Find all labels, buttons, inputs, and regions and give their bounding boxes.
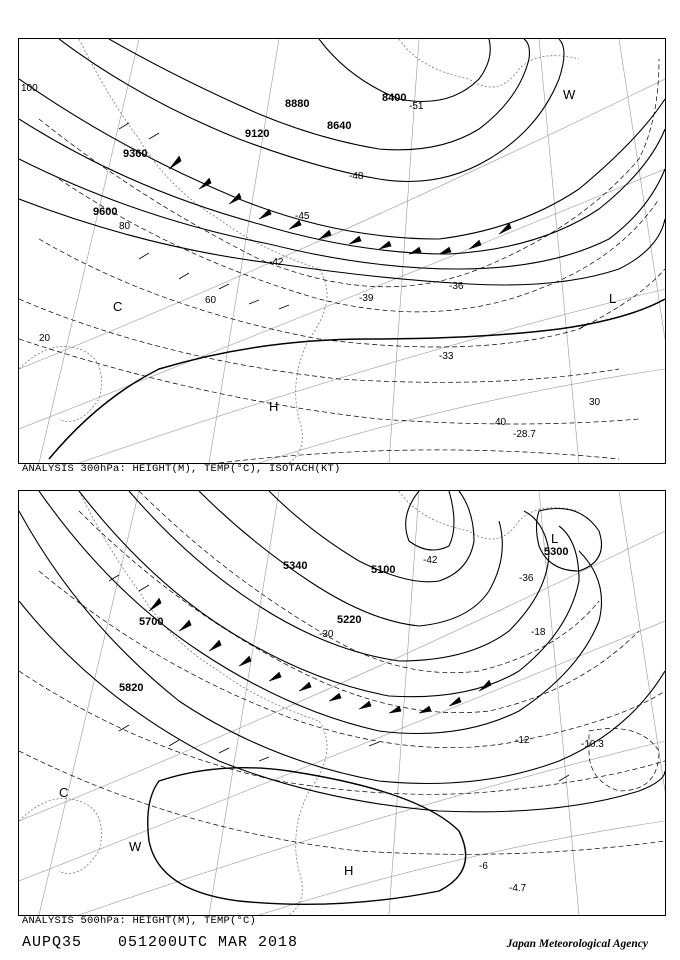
upper-chart-caption: ANALYSIS 300hPa: HEIGHT(M), TEMP(°C), ISOTACH(KT) bbox=[22, 463, 341, 475]
height-label: 5340 bbox=[283, 560, 308, 572]
isotach-label: 60 bbox=[205, 295, 217, 306]
temp-label: -42 bbox=[269, 257, 284, 268]
cold-mark: C bbox=[113, 299, 123, 314]
lower-chart-panel bbox=[18, 490, 666, 916]
height-label: 5220 bbox=[337, 614, 362, 626]
high-mark: H bbox=[269, 399, 279, 414]
low-mark: L bbox=[551, 531, 559, 546]
chart-footer bbox=[22, 934, 324, 951]
lower-chart-caption: ANALYSIS 500hPa: HEIGHT(M), TEMP(°C) bbox=[22, 915, 257, 927]
lower-wind-barbs bbox=[109, 575, 569, 781]
temp-label: -10.3 bbox=[581, 739, 604, 750]
height-label: 5820 bbox=[119, 682, 144, 694]
lower-temp-labels bbox=[319, 555, 604, 894]
isotach-label: 20 bbox=[39, 333, 51, 344]
temp-label: -18 bbox=[531, 627, 546, 638]
upper-chart-panel bbox=[18, 38, 666, 464]
lower-pressure-marks bbox=[59, 531, 558, 878]
temp-label: -45 bbox=[295, 211, 310, 222]
isotach-label: 100 bbox=[21, 83, 38, 94]
warm-mark: W bbox=[563, 87, 576, 102]
warm-mark: W bbox=[129, 839, 142, 854]
upper-pressure-marks bbox=[113, 87, 616, 414]
height-label: 9360 bbox=[123, 148, 148, 160]
temp-label: -39 bbox=[359, 293, 374, 304]
lower-chart-map bbox=[19, 491, 665, 915]
upper-height-labels bbox=[93, 92, 406, 218]
height-label: 5700 bbox=[139, 616, 164, 628]
isotach-label: 40 bbox=[495, 417, 507, 428]
temp-label: -12 bbox=[515, 735, 530, 746]
temp-label: -48 bbox=[349, 171, 364, 182]
upper-chart-map bbox=[19, 39, 665, 463]
lower-coastline bbox=[19, 491, 579, 915]
high-mark: H bbox=[344, 863, 354, 878]
valid-time: 051200UTC MAR 2018 bbox=[118, 934, 299, 951]
temp-label: -30 bbox=[319, 629, 334, 640]
temp-label: -36 bbox=[449, 281, 464, 292]
temp-label: -36 bbox=[519, 573, 534, 584]
height-label: 8640 bbox=[327, 120, 352, 132]
height-label: 9120 bbox=[245, 128, 270, 140]
height-label: 5300 bbox=[544, 546, 569, 558]
height-label: 9600 bbox=[93, 206, 118, 218]
upper-graticule bbox=[19, 39, 665, 463]
height-label: 5100 bbox=[371, 564, 396, 576]
temp-label: -6 bbox=[479, 861, 488, 872]
lower-height-labels bbox=[119, 546, 568, 694]
isotach-label: 30 bbox=[589, 397, 601, 408]
upper-height-contours bbox=[19, 39, 665, 459]
height-label: 8400 bbox=[382, 92, 407, 104]
agency-name: Japan Meteorological Agency bbox=[506, 938, 648, 950]
low-mark: L bbox=[609, 291, 617, 306]
isotach-label: 80 bbox=[119, 221, 131, 232]
temp-label: -33 bbox=[439, 351, 454, 362]
height-label: 8880 bbox=[285, 98, 310, 110]
temp-label: -42 bbox=[423, 555, 438, 566]
temp-label: -4.7 bbox=[509, 883, 527, 894]
cold-mark: C bbox=[59, 785, 69, 800]
chart-code: AUPQ35 bbox=[22, 934, 83, 951]
temp-label: -28.7 bbox=[513, 429, 536, 440]
temp-label: -51 bbox=[409, 101, 424, 112]
